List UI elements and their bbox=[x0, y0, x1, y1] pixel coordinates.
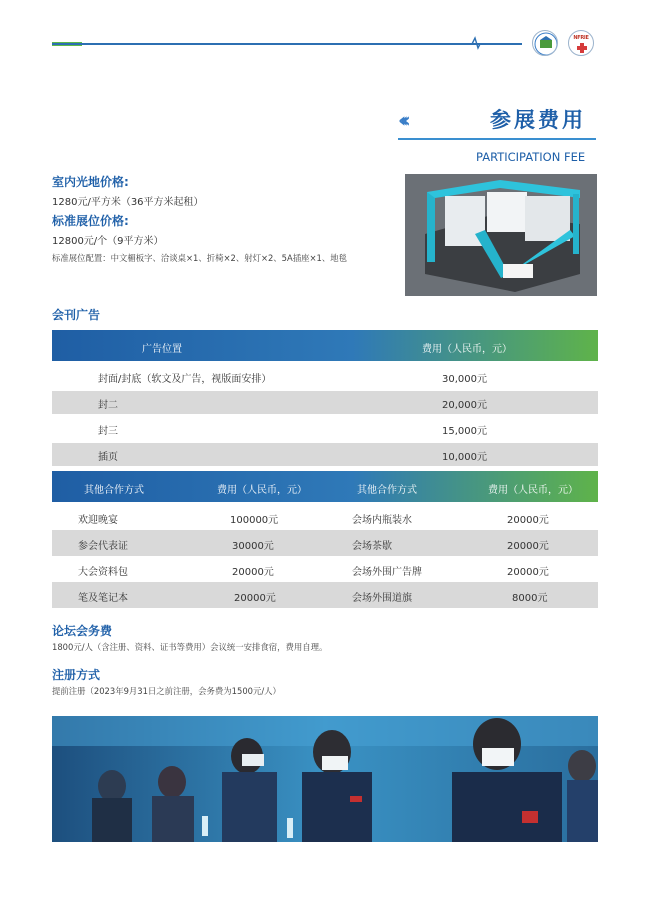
cooperation-table-header bbox=[52, 471, 598, 502]
coop-item: 会场内瓶装水 bbox=[352, 515, 412, 526]
coop-item: 会场茶歇 bbox=[352, 541, 392, 552]
coop-item: 会场外围广告牌 bbox=[352, 567, 422, 578]
cooperation-table bbox=[52, 471, 598, 608]
ad-position: 封二 bbox=[98, 400, 118, 411]
table-row bbox=[52, 443, 598, 466]
coop-header-item-b: 其他合作方式 bbox=[357, 485, 417, 496]
table-row bbox=[52, 417, 598, 440]
standard-booth-label: 标准展位价格: bbox=[52, 214, 129, 228]
ad-position: 封三 bbox=[98, 426, 118, 437]
top-rule bbox=[52, 43, 522, 45]
ads-header-fee: 费用（人民币，元） bbox=[422, 344, 512, 355]
ads-header-position: 广告位置 bbox=[142, 344, 182, 355]
registration-text: 提前注册（2023年9月31日之前注册，会务费为1500元/人） bbox=[52, 686, 281, 696]
coop-header-item-a: 其他合作方式 bbox=[84, 485, 144, 496]
table-row bbox=[52, 504, 598, 530]
chevron-left-icon: ‹‹‹ bbox=[398, 108, 405, 132]
page-title: 参展费用 bbox=[490, 108, 586, 132]
ad-position: 插页 bbox=[98, 452, 118, 463]
nfrie-logo bbox=[568, 30, 594, 56]
page-title-en: PARTICIPATION FEE bbox=[476, 150, 586, 164]
registration-title: 注册方式 bbox=[52, 668, 101, 682]
coop-fee: 100000元 bbox=[230, 515, 279, 526]
coop-item: 会场外围道旗 bbox=[352, 593, 412, 604]
table-row bbox=[52, 365, 598, 388]
coop-header-fee-b: 费用（人民币，元） bbox=[488, 485, 578, 496]
forum-fee-title: 论坛会务费 bbox=[52, 624, 113, 638]
ad-fee: 30,000元 bbox=[442, 374, 487, 385]
ads-section-title: 会刊广告 bbox=[52, 308, 101, 322]
coop-item: 参会代表证 bbox=[78, 541, 128, 552]
ad-fee: 10,000元 bbox=[442, 452, 487, 463]
pulse-icon bbox=[466, 35, 486, 51]
title-underline bbox=[398, 138, 596, 140]
conference-photo bbox=[52, 716, 598, 842]
ad-fee: 20,000元 bbox=[442, 400, 487, 411]
table-row bbox=[52, 582, 598, 608]
standard-booth-price: 12800元/个（9平方米） bbox=[52, 236, 164, 247]
nfrie-logo-text: NFRIE bbox=[573, 35, 589, 41]
coop-item: 欢迎晚宴 bbox=[78, 515, 118, 526]
standard-booth-config: 标准展位配置：中文楣板字、洽谈桌×1、折椅×2、射灯×2、5A插座×1、地毯 bbox=[52, 253, 347, 263]
coop-fee: 20000元 bbox=[234, 593, 276, 604]
ads-table bbox=[52, 330, 598, 466]
coop-fee: 20000元 bbox=[507, 567, 549, 578]
coop-fee: 20000元 bbox=[232, 567, 274, 578]
ad-position: 封面/封底（软文及广告，视版面安排） bbox=[98, 374, 272, 385]
raw-space-price: 1280元/平方米（36平方米起租） bbox=[52, 197, 204, 208]
booth-render-image bbox=[405, 174, 597, 296]
forum-fee-text: 1800元/人（含注册、资料、证书等费用）会议统一安排食宿，费用自理。 bbox=[52, 642, 328, 652]
coop-fee: 20000元 bbox=[507, 541, 549, 552]
table-row bbox=[52, 530, 598, 556]
table-row bbox=[52, 391, 598, 414]
ads-table-header bbox=[52, 330, 598, 361]
coop-header-fee-a: 费用（人民币，元） bbox=[217, 485, 307, 496]
ad-fee: 15,000元 bbox=[442, 426, 487, 437]
raw-space-label: 室内光地价格: bbox=[52, 175, 129, 189]
coop-fee: 20000元 bbox=[507, 515, 549, 526]
coop-fee: 30000元 bbox=[232, 541, 274, 552]
coop-item: 笔及笔记本 bbox=[78, 593, 128, 604]
table-row bbox=[52, 556, 598, 582]
coop-item: 大会资料包 bbox=[78, 567, 128, 578]
coop-fee: 8000元 bbox=[512, 593, 548, 604]
organizer-logo bbox=[532, 30, 558, 56]
